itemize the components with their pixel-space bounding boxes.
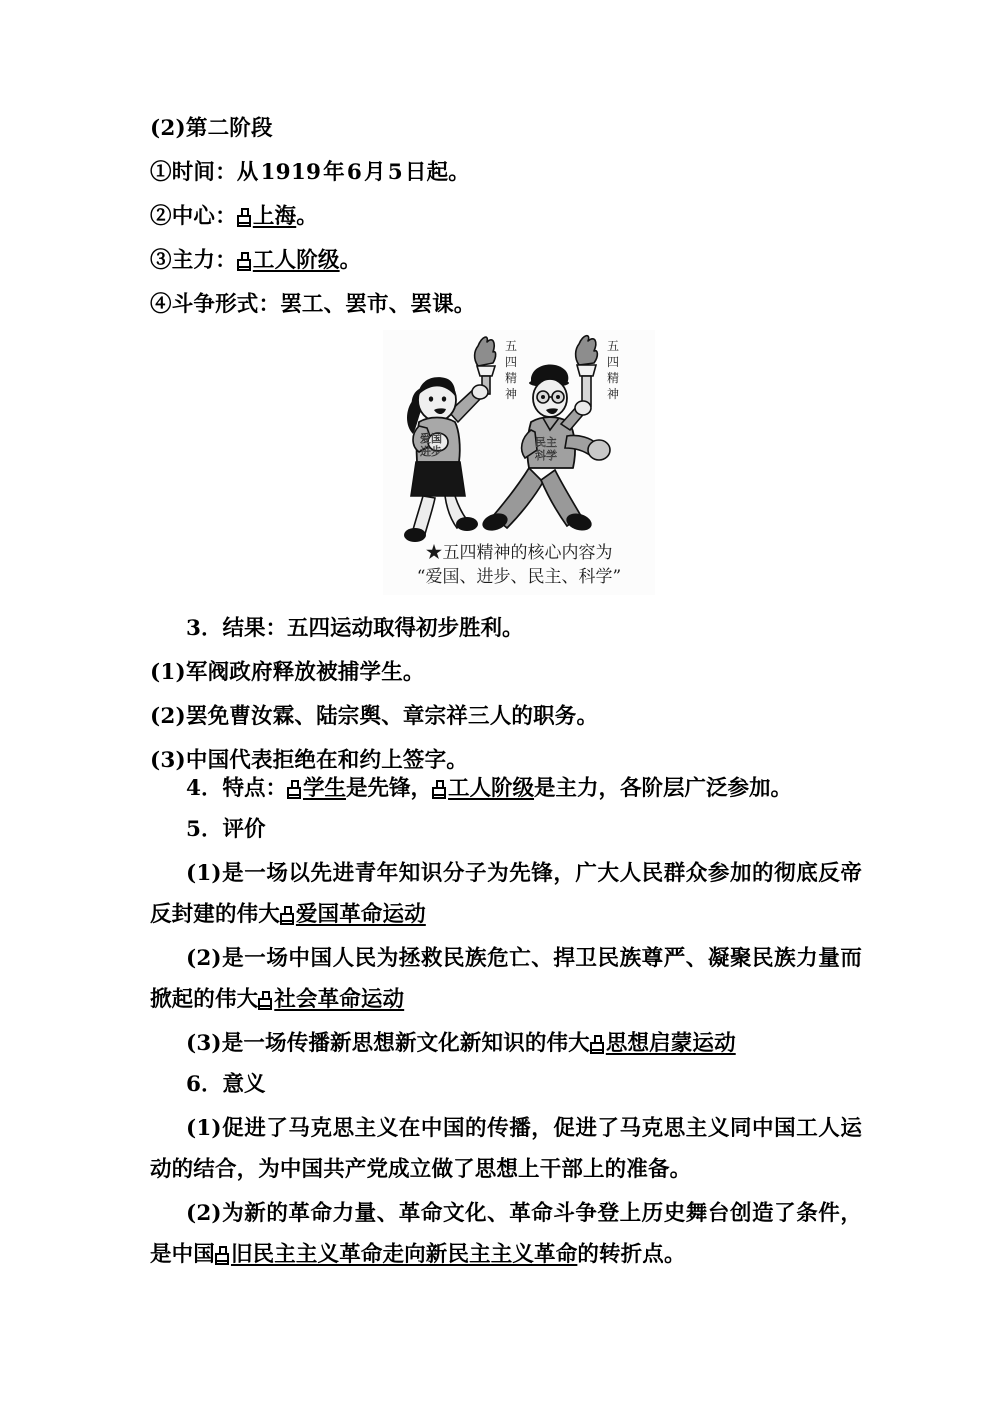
- time-prefix: ①时间：从: [150, 160, 259, 185]
- svg-text:进步: 进步: [420, 445, 442, 458]
- time-month-unit: 月: [364, 160, 386, 185]
- section-5-title: 评价: [222, 817, 266, 842]
- answer-marker-icon: [215, 1246, 231, 1265]
- section-5-item-3: [150, 1023, 862, 1064]
- cartoon-illustration: [383, 330, 655, 595]
- center-answer: 上海: [252, 204, 297, 229]
- wusi-spirit-cartoon-figure: [383, 330, 655, 595]
- time-year-unit: 年: [323, 160, 345, 185]
- section-6-block: [150, 1064, 862, 1275]
- section-5-item-1-text: (1)是一场以先进青年知识分子为先锋，广大人民群众参加的彻底反帝反封建的伟大: [150, 861, 862, 927]
- svg-text:五: 五: [505, 339, 518, 353]
- stage-two-time-line: [150, 152, 862, 193]
- time-year: 1919: [260, 160, 322, 185]
- section-6-item-2-answer: 旧民主主义革命走向新民主主义革命: [230, 1242, 578, 1267]
- section-6-title: 意义: [222, 1072, 266, 1097]
- section-4-answer-1: 学生: [302, 776, 346, 801]
- document-content: [150, 108, 862, 325]
- section-5-heading: [150, 809, 862, 850]
- time-day-unit: 日起。: [404, 160, 471, 185]
- boy-shirt-text: [535, 436, 557, 462]
- section-3-item-2: (2)罢免曹汝霖、陆宗舆、章宗祥三人的职务。: [150, 704, 599, 729]
- figure-caption-line-2: “爱国、进步、民主、科学”: [416, 567, 622, 587]
- answer-marker-icon: [432, 780, 448, 799]
- center-suffix: 。: [296, 204, 318, 229]
- stage-two-forms-line: ④斗争形式：罢工、罢市、罢课。: [150, 292, 476, 317]
- section-4-mid-1: 是先锋，: [346, 776, 433, 801]
- section-5-item-2: [150, 938, 862, 1020]
- section-5-item-2-answer: 社会革命运动: [274, 987, 405, 1012]
- svg-text:四: 四: [607, 355, 620, 369]
- svg-text:爱国: 爱国: [420, 432, 442, 445]
- svg-text:精: 精: [505, 371, 518, 385]
- girl-shirt-text: [420, 432, 442, 458]
- stage-two-force-line: [150, 240, 862, 281]
- section-4-answer-2: 工人阶级: [448, 776, 535, 801]
- svg-text:神: 神: [607, 387, 620, 401]
- stage-two-center-line: [150, 196, 862, 237]
- figure-caption-line-1: ★五四精神的核心内容为: [425, 543, 613, 563]
- answer-marker-icon: [237, 208, 253, 227]
- svg-text:科学: 科学: [535, 449, 557, 462]
- section-6-item-2: [150, 1193, 862, 1275]
- section-4-heading: [150, 768, 862, 809]
- section-4-title: 特点：: [222, 776, 287, 801]
- section-6-item-2-post: 的转折点。: [577, 1242, 686, 1267]
- section-3-heading: [150, 608, 862, 649]
- force-prefix: ③主力：: [150, 248, 237, 273]
- section-5-item-3-answer: 思想启蒙运动: [605, 1031, 736, 1056]
- answer-marker-icon: [590, 1035, 606, 1054]
- section-5-item-1-answer: 爱国革命运动: [295, 902, 426, 927]
- answer-marker-icon: [258, 991, 274, 1010]
- answer-marker-icon: [280, 906, 296, 925]
- answer-marker-icon: [237, 252, 253, 271]
- svg-text:五: 五: [607, 339, 620, 353]
- section-6-heading: [150, 1064, 862, 1105]
- section-4-mid-2: 是主力，各阶层广泛参加。: [534, 776, 793, 801]
- force-answer: 工人阶级: [252, 248, 340, 273]
- svg-text:神: 神: [505, 387, 518, 401]
- svg-text:四: 四: [505, 355, 518, 369]
- section-3-title: 结果：: [222, 616, 287, 641]
- section-3-item-3: (3)中国代表拒绝在和约上签字。: [150, 748, 469, 773]
- center-prefix: ②中心：: [150, 204, 237, 229]
- time-month: 6: [346, 160, 363, 185]
- answer-marker-icon: [287, 780, 303, 799]
- section-5-block: [150, 809, 862, 1064]
- section-5-item-1: [150, 853, 862, 935]
- section-5-number: 5．: [186, 817, 223, 842]
- svg-text:精: 精: [607, 371, 620, 385]
- section-4-block: [150, 768, 862, 809]
- stage-two-heading: (2)第二阶段: [150, 116, 273, 141]
- section-3-number: 3．: [186, 616, 223, 641]
- section-6-item-1: (1)促进了马克思主义在中国的传播，促进了马克思主义同中国工人运动的结合，为中国共产党成立做了思想上干部上的准备。: [150, 1116, 862, 1182]
- time-day: 5: [387, 160, 403, 185]
- section-4-number: 4．: [186, 776, 223, 801]
- section-3-item-1: (1)军阀政府释放被捕学生。: [150, 660, 425, 685]
- section-5-item-2-text: (2)是一场中国人民为拯救民族危亡、捍卫民族尊严、凝聚民族力量而掀起的伟大: [150, 946, 862, 1012]
- section-6-number: 6．: [186, 1072, 223, 1097]
- section-3-title-rest: 五四运动取得初步胜利。: [286, 616, 524, 641]
- force-suffix: 。: [339, 248, 362, 273]
- svg-text:民主: 民主: [535, 436, 557, 449]
- section-3-block: [150, 608, 862, 781]
- section-5-item-3-text: (3)是一场传播新思想新文化新知识的伟大: [186, 1031, 590, 1056]
- section-6-item-2-text: (2)为新的革命力量、革命文化、革命斗争登上历史舞台创造了条件，是中国: [150, 1201, 862, 1267]
